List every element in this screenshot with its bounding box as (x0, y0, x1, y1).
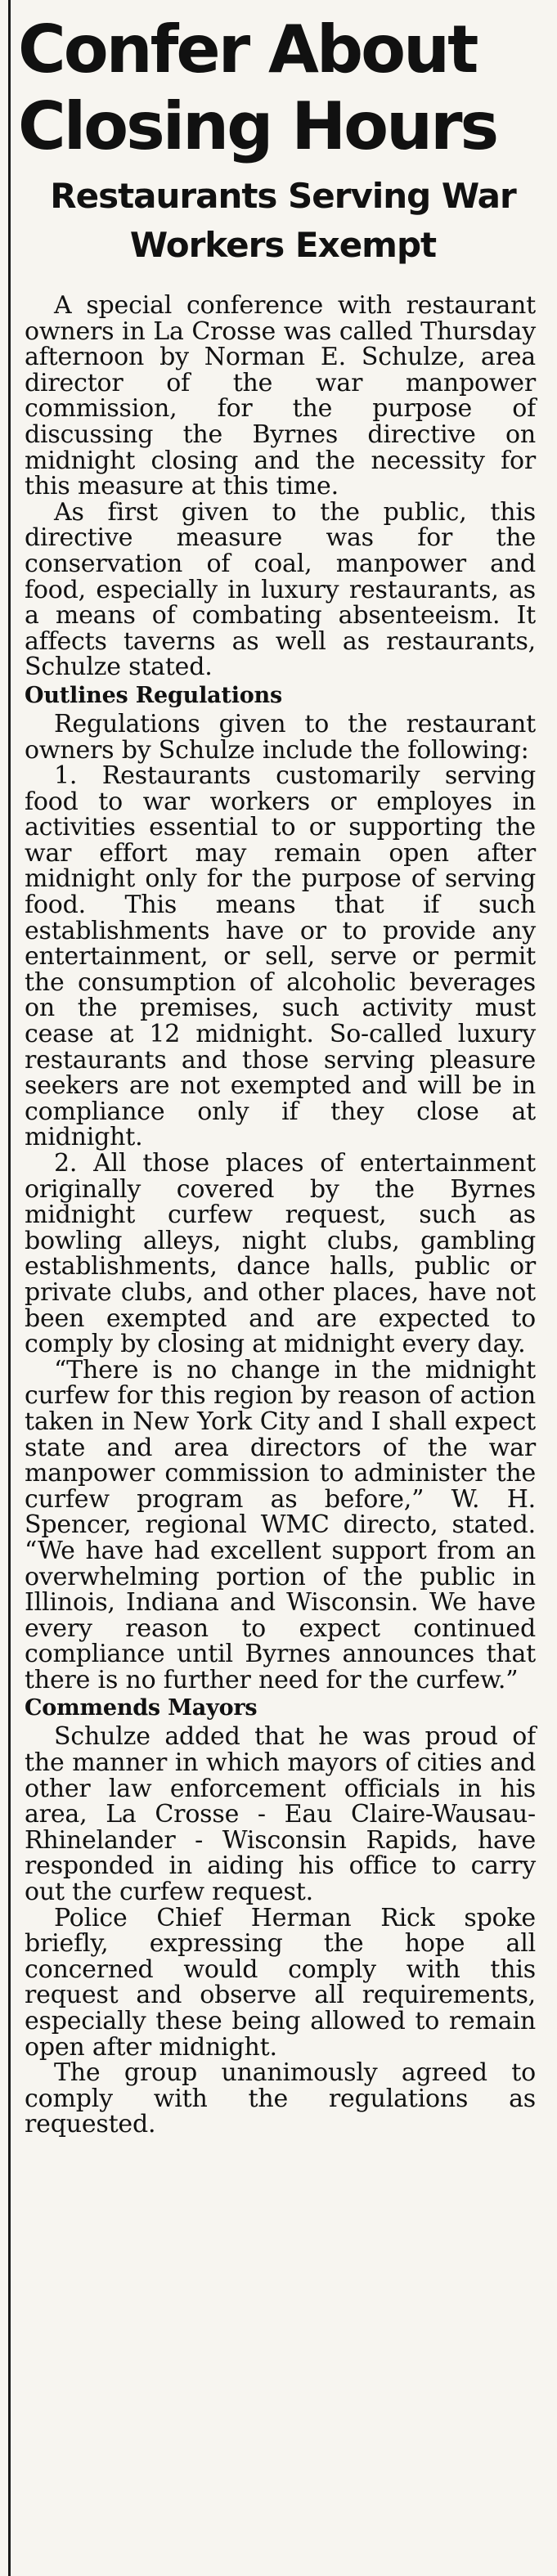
paragraph-conclusion: The group unanimously agreed to comply with the regulations as requested. (25, 2058, 536, 2139)
column-rule (8, 0, 11, 2576)
article-body (25, 293, 536, 2138)
paragraph-schulze: Schulze added that he was proud of the manner in which mayors of cities and other law enforcement officials in his area, La Crosse - Eau Claire-Wausau-Rhinelander - Wisconsin Rapids, have responded in aiding his office to carry out the curfew request. (25, 1722, 536, 1907)
paragraph-regulation-2: 2. All those places of entertainment originally covered by the Byrnes midnight curfew request, such as bowling alleys, night clubs, gambling establishments, dance halls, public or private clubs, and other places, have not been exempted and are expected to comply by closing at midnight every day. (25, 1149, 536, 1359)
paragraph-intro: A special conference with restaurant owners in La Crosse was called Thursday afternoon by Norman E. Schulze, area director of the war manpower commission, for the purpose of discussing the Byrnes directive on midnight closing and the necessity for this measure at this time. (25, 291, 536, 501)
paragraph-purpose: As first given to the public, this directive measure was for the conservation of coal, manpower and food, especially in luxury restaurants, as a means of combating absenteeism. It affects taverns as well as restaurants, Schulze stated. (25, 497, 536, 682)
subhead-commends-mayors: Commends Mayors (25, 1695, 258, 1721)
headline: Confer About Closing Hours (18, 11, 497, 164)
paragraph-regulations-intro: Regulations given to the restaurant owners by Schulze include the following: (25, 709, 536, 765)
paragraph-spencer-quote: “There is no change in the midnight curfew for this region by reason of action taken in New York City and I shall expect state and area directors of the war manpower commission to administer the curfew program as before,” W. H. Spencer, regional WMC directo, stated. “We have had excellent support from an overwhelming portion of the public in Illinois, Indiana and Wisconsin. We have every reason to expect continued compliance until Byrnes announces that there is no further need for the curfew.” (25, 1355, 536, 1694)
paragraph-regulation-1: 1. Restaurants customarily serving food to war workers or employes in activities essential to or supporting the war effort may remain open after midnight only for the purpose of serving food. This means that if such establishments have or to provide any entertainment, or sell, serve or permit the consumption of alcoholic beverages on the premises, such activity must cease at 12 midnight. So-called luxury restaurants and those serving pleasure seekers are not exempted and will be in compliance only if they close at midnight. (25, 761, 536, 1152)
subhead-outlines-regulations: Outlines Regulations (25, 682, 282, 708)
paragraph-police-chief: Police Chief Herman Rick spoke briefly, expressing the hope all concerned would comply with this request and observe all requirements, especially these being allowed to remain open after midnight. (25, 1903, 536, 2062)
subheadline: Restaurants Serving War Workers Exempt (50, 176, 516, 265)
